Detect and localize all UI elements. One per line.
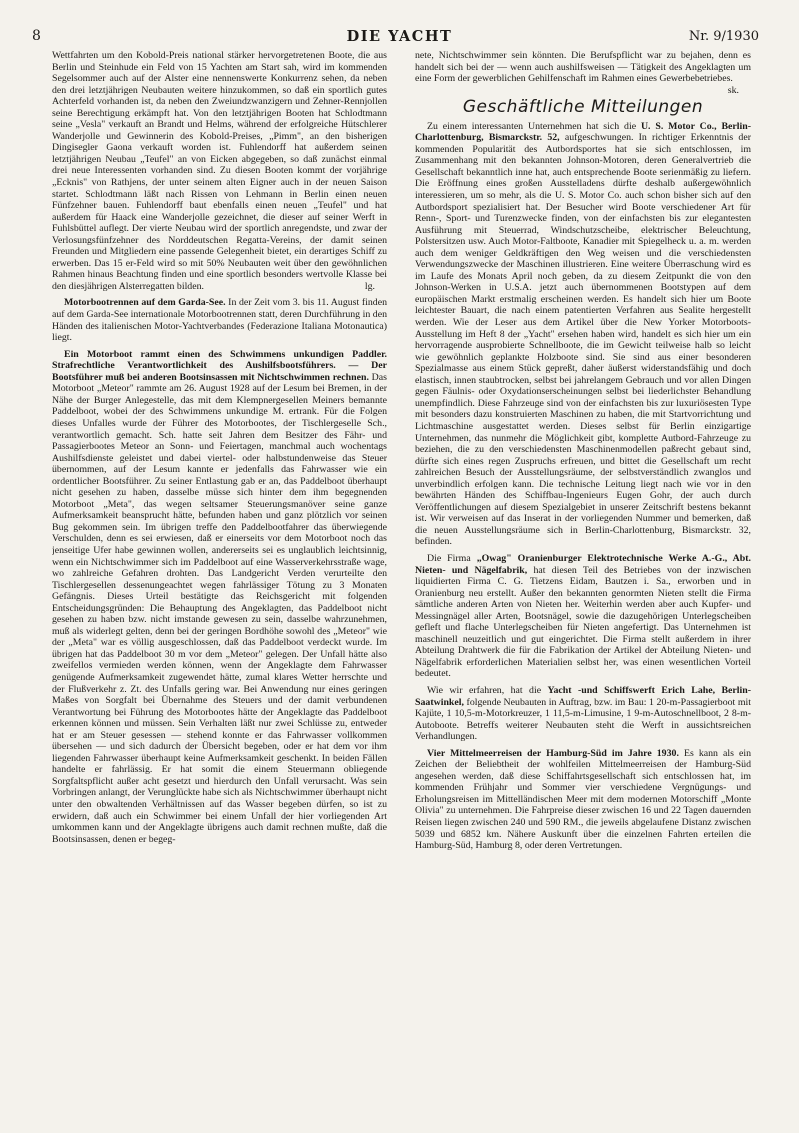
author-signature: sk. [727,84,739,96]
article-meteor-heading: Ein Motorboot rammt einen des Schwimmens unkundigen Paddler. Strafrechtliche Verantwortlichkeit des Aushilfsbootsführers. — Der Bootsführer muß bei anderen Bootsinsassen mit Nichtschwimmen rechnen. [52,348,387,383]
article-meteor-continuation: nete, Nichtschwimmer sein könnten. Die Berufspflicht war zu bejahen, denn es handelt sich bei der — wenn auch aushilfsweisen — Tätigkeit des Angeklagten um eine Form der gewerblichen Gehilfenschaft im Rahmen eines Gewerbebetriebes. sk. [415,50,751,96]
page-number: 8 [32,28,41,44]
right-column [415,50,751,1073]
article-alster-paragraph: Wettfahrten um den Kobold-Preis national stärker hervorgetretenen Boote, die aus Berlin und Steinhude ein Feld von 15 Yachten am Start sah, wird im kommenden Segelsommer auch auf der Alster eine nennenswerte Konkurrenz sehen, da neben den drei letztjährigen Neubauten weitere hinzukommen, so daß ein sportlich gutes Achterfeld vorhanden ist, da neben den Zweiundzwanzigern und Zehner-Rennjollen seine Berechtigung erkämpft hat. Von den letztjährigen Booten hat Schlodtmann seine „Vesla" verkauft an Brandt und Helms, während der erfolgreiche Hütschlerer Wanderjolle und Gewinnerin des Kobold-Preises, „Pimm", an den bisherigen Dingisegler Gaona verkauft worden ist. Fuhlendorff hat außerdem seinen letztjährigen Neubau „Teufel" an von Eicken abgegeben, so daß zunächst einmal drei neue Interessenten vorhanden sind. Zu diesen Booten kommt der vorjährige „Ecknis" von Rathjens, der unter seinem alten Eigner auch in der neuen Saison startet. Schlodtmann läßt nach Rissen von Lehmann in Berlin einen neuen Fünfzehner bauen. Fuhlendorff baut ebenfalls einen neuen „Teufel" und hat außerdem für Haack eine Wanderjolle gezeichnet, die dieser auf seiner Werft in Fuhlsbüttel auflegt. Der vierte Neubau wird der sportlich anregendste, und zwar der Verlosungsfünfzehner des Norddeutschen Regatta-Vereins, der damit seinen Freunden und Mitgliedern eine passende Gelegenheit bietet, ein derartiges Schiff zu erwerben. Das 15 er-Feld wird so mit 50% Neubauten weit über den gewöhnlichen Rahmen hinaus Beachtung finden und eine sportlich besonders wertvolle Klasse bei den diesjährigen Alsterregatten bilden. lg. [52,50,387,292]
notice-usmotor-paragraph: Zu einem interessanten Unternehmen hat sich die U. S. Motor Co., Berlin-Charlottenburg, Bismarckstr. 52, aufgeschwungen. In richtiger Erkenntnis der kommenden Popularität des Autbordsportes hat sie sich entschlossen, im Zusammenhang mit den bekannten Johnson-Motoren, deren Generalvertrieb die Gesellschaft bekanntlich inne hat, auch entsprechende Boote serienmäßig zu liefern. Die Eröffnung eines großen Ausstelladens dürfte deshalb außergewöhnlich interessieren, um so mehr, als die U. S. Motor Co. auch schon bisher sich auf den Autbordsport spezialisiert hat. Der Besucher wird Boote verschiedener Art für Renn-, Sport- und Turenzwecke finden, von der einfachsten bis zur elegantesten Ausführung mit Steuerrad, Windschutzscheibe, elektrischer Beleuchtung, Polstersitzen usw. Auch Motor-Faltboote, Kanadier mit Spiegelheck u. a. m. werden auch dem weniger Geldkräftigen den Weg weisen und die verschiedensten Verwendungszwecke der Maschinen illustrieren. Eine weitere Überraschung wird es im Laufe des Monats April noch geben, da zu diesem Zeitpunkt die von den Johnson-Werken in U.S.A. jetzt auch übernommenen Bootstypen auf dem europäischen Markt erstmalig erscheinen werden. Es handelt sich hier um Boote leichtester Bauart, die nach einem patentierten Verfahren aus Sealite hergestellt werden. Wie der Leser aus dem Artikel über die New Yorker Motorboots-Ausstellung im Heft 8 der „Yacht" ersehen haben wird, handelt es sich hier um ein hervorragende ausprobierte Schnellboote, die im Gewicht teilweise halb so leicht wie gewöhnlich geplankte Holzboote sind. Sie sind aus einer besonderen Spezialmasse aus einem Stück gepreßt, daher äußerst widerstandsfähig und doch elastisch, innen staubtrocken, selbst bei jahrelangem Gebrauch und vor allen Dingen gegen Fäulnis- oder Oxydationserscheinungen selbst bei liederlichster Behandlung unempfindlich. Diese Fahrzeuge sind von der einfachsten bis zur luxuriösesten Type mit besonders dazu konstruierten Maschinen zu haben, die mit Startvorrichtung und Lichtmaschine ausgestattet werden. Dieses selbst für Berlin einzigartige Unternehmen, das nunmehr die Möglichkeit gibt, komplette Autbord-Fahrzeuge zu beziehen, die zu den verschiedensten Maschinenmodellen paßrecht gebaut sind, dürfte sich eines regen Zuspruchs erfreuen, und bittet die Gesellschaft um recht zahlreichen Besuch der Ausstellungsräume, der selbstverständlich zwanglos und unverbindlich erfolgen kann. Die technische Leitung liegt nach wie vor in den bewährten Händen des Schiffbau-Ingenieurs Eugen Gohr, der auch durch Veröffentlichungen auf diesem Spezialgebiet in unserer Zeitschrift bestens bekannt ist. Wir verweisen auf das Inserat in der vorliegenden Nummer und bemerken, daß die neuen Ausstellungsräume sich in Berlin-Charlottenburg, Bismarckstr. 32, befinden. [415,120,751,548]
page-header [0,28,799,48]
notice-lahe-company: Yacht -und Schiffswerft Erich Lahe, Berlin-Saatwinkel, [415,684,751,708]
article-meteor-paragraph: Ein Motorboot rammt einen des Schwimmens unkundigen Paddler. Strafrechtliche Verantwortlichkeit des Aushilfsbootsführers. — Der Bootsführer muß bei anderen Bootsinsassen mit Nichtschwimmen rechnen. Das Motorboot „Meteor" rammte am 26. August 1928 auf der Lesum bei Bremen, in der Nähe der Burger Anlegestelle, das mit dem Klempnergesellen Meiners bemannte Paddelboot, wobei der des Schwimmens unkundige M. ertrank. Für die Folgen dieses Unfalles wurde der Führer des Motorbootes, der Tischlergeselle Sch., verantwortlich gemacht. Sch. hatte seit Jahren dem Besitzer des Fähr- und Passagierbootes Meteor an Sonn- und Feiertagen, manchmal auch wochentags Aushilfsdienste geleistet und dabei viertel- oder halbstundenweise das Steuer übernommen, auf der Lesum kannte er jedenfalls das Fahrwasser wie ein ordentlicher Bootsführer. Zu seiner Entlastung gab er an, das Paddelboot überhaupt nicht gesehen zu haben, dasselbe müsse sich hinter dem ihm begegnenden Motorboot „Meta", das wegen seltsamer Steuerungsmanöver seine ganze Aufmerksamkeit beansprucht hätte, befunden haben und ganz plötzlich vor seinen Bug gekommen sein. Im übrigen treffe den Paddelbootfahrer das überwiegende Verschulden, denn es sei erwiesen, daß er einerseits vor dem Motorboot noch das jenseitige Ufer habe gewinnen wollen, andererseits sei es unglaublich leichtsinnig, wenn ein Nichtschwimmer sich im Paddelboot auf eine Wasserverkehrsstraße wage, wo zahlreiche Gefahren drohten. Das Landgericht Verden verurteilte den Tischlergesellen dessenungeachtet wegen fahrlässiger Tötung zu 3 Monaten Gefängnis. Dieses Urteil bestätigte das Reichsgericht mit folgenden Entscheidungsgründen: Die Behauptung des Angeklagten, das Paddelboot nicht gesehen zu haben bzw. nicht imstande gewesen zu sein, dasselbe wahrzunehmen, muß als widerlegt gelten, denn bei der geringen Bordhöhe sowohl des „Meteor" wie der „Meta" war es völlig ausgeschlossen, daß das Paddelboot verdeckt wurde. Im übrigen hat das Paddelboot 30 m vor dem „Meteor" gelegen. Der Unfall hätte also zweifellos vermieden werden können, wenn der Angeklagte dem Fahrwasser genügende Aufmerksamkeit zugewendet hätte, zumal klares Wetter herrschte und der Flußverkehr z. Zt. des Unfalls gering war. Bei Anwendung nur eines geringen Maßes von Sorgfalt bei Übernahme des Steuers und der damit verbundenen Verantwortung bei Führung des Motorbootes hätte der Angeklagte das Paddelboot erkennen können und müssen. Sein Verhalten läßt nur zwei Schlüsse zu, entweder hat er am Steuer gesessen — stehend konnte er das Fahrwasser vollkommen übersehen — und sich dadurch der Übersicht begeben, oder er hat dem vor ihm liegenden Fahrwasser überhaupt keine Aufmerksamkeit geschenkt. In beiden Fällen handelte er fahrlässig. Er hat somit die einem Steuermann obliegende Sorgfaltspflicht außer acht gesetzt und hierdurch den Unfall verursacht. Was sein Vorbringen anlangt, der Verunglückte habe sich als Nichtschwimmer überhaupt nicht unter den obwaltenden Verhältnissen auf das Wasser begeben dürfen, so ist zu erwidern, daß auch ein Schwimmer bei einem Unfall der hier vorliegenden Art umkommen kann und der Angeklagte übrigens auch damit rechnen mußte, daß die Bootsinsassen, denen er begeg- [52,348,387,845]
notice-lahe-paragraph: Wie wir erfahren, hat die Yacht -und Schiffswerft Erich Lahe, Berlin-Saatwinkel, folgende Neubauten in Auftrag, bzw. im Bau: 1 20-m-Passagierboot mit Kajüte, 1 10,5-m-Motorkreuzer, 1 11,5-m-Limusine, 1 9-m-Autoschnellboot, 2 8-m-Autoboote. Betreffs weiterer Neubauten steht die Werft in aussichtsreichen Verhandlungen. [415,684,751,743]
notice-owag-paragraph: Die Firma „Owag" Oranienburger Elektrotechnische Werke A.-G., Abt. Nieten- und Nägelfabrik, hat diesen Teil des Betriebes von der inzwischen liquidierten Firma C. G. Tietzens Eidam, Bautzen i. Sa., erworben und in Oranienburg neu erstellt. Außer den bekannten genormten Nieten stellt die Firma sämtliche anderen Arten von Nieten her. Weiterhin werden aber auch Kupfer- und Messingnägel aller Arten, Bootsnägel, sowie die dazugehörigen Unterlegscheiben gefleft und flache Unterlegscheiben für Nieten angefertigt. Das Unternehmen ist maschinell neuzeitlich und gut eingerichtet. Die Firma stellt außerdem in ihrer Abteilung Drahtwerk die für die Fabrikation der Artikel der Abteilung Nieten- und Nägelfabrik erforderlichen Materialien selbst her, was einen wesentlichen Vorteil bedeutet. [415,552,751,680]
article-garda-heading: Motorbootrennen auf dem Garda-See. [64,297,226,309]
masthead: DIE YACHT [346,28,453,45]
notice-hamburgsued-heading: Vier Mittelmeerreisen der Hamburg-Süd im Jahre 1930. [427,747,679,759]
article-garda-paragraph: Motorbootrennen auf dem Garda-See. In der Zeit vom 3. bis 11. August finden auf dem Garda-See internationale Motorbootrennen statt, deren Durchführung in den Händen des italienischen Motor-Yachtverbandes (Federazione Italiana Motonautica) liegt. [52,297,387,344]
notice-hamburgsued-paragraph: Vier Mittelmeerreisen der Hamburg-Süd im Jahre 1930. Es kann als ein Zeichen der Beliebtheit der wohlfeilen Mittelmeerreisen der Hamburg-Süd angesehen werden, daß diese Schiffahrtsgesellschaft sich entschlossen hat, im kommenden Frühjahr und Sommer vier verschiedene Vergnügungs- und Erholungsreisen im Mittelländischen Meer mit dem modernen Motorschiff „Monte Olivia" zu unternehmen. Die Fahrpreise dieser zwischen 16 und 22 Tagen dauernden Reisen liegen zwischen 240 und 590 RM., die jeweils abgelaufene Distanz zwischen 5039 und 6852 km. Nähere Auskunft über die einzelnen Fahrten erteilen die Hamburg-Süd, Hamburg 8, oder deren Vertretungen. [415,747,751,852]
section-title: Geschäftliche Mitteilungen [462,97,704,118]
left-column [52,50,387,1073]
notice-owag-company: „Owag" Oranienburger Elektrotechnische Werke A.-G., Abt. Nieten- und Nägelfabrik, [415,552,751,576]
author-signature: lg. [364,280,375,292]
issue-number: Nr. 9/1930 [688,29,759,44]
notice-usmotor-company: U. S. Motor Co., Berlin-Charlottenburg, Bismarckstr. 52, [415,120,751,144]
